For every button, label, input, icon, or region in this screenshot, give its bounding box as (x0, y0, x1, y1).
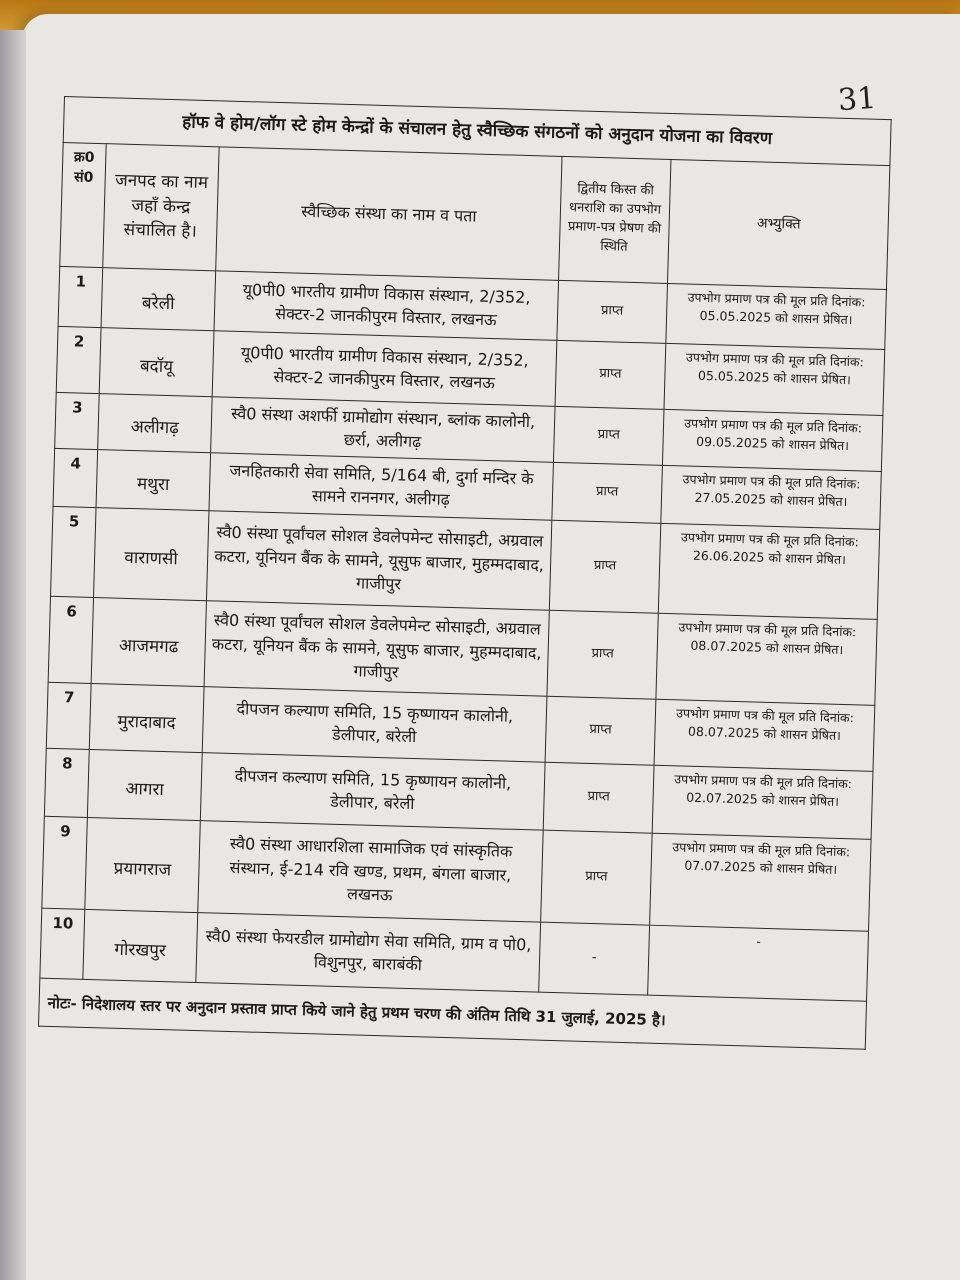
row-district: अलीगढ़ (130, 416, 180, 439)
row-district: आगरा (125, 778, 165, 800)
row-district: प्रयागराज (113, 858, 172, 881)
row-organization: स्वै0 संस्था पूर्वांचल सोशल डेवलेपमेन्ट सोसाइटी, अग्रवाल कटरा, यूनियन बैंक के सामने, यूसुफ बाजार, मुहम्मदाबाद, गाजीपुर (204, 600, 549, 696)
header-status: द्वितीय किस्त की धनराशि का उपभोग प्रमाण-पत्र प्रेषण की स्थिति (559, 156, 671, 283)
row-status: प्राप्त (549, 520, 660, 613)
row-status: प्राप्त (543, 762, 654, 833)
row-remark: उपभोग प्रमाण पत्र की मूल प्रति दिनांक: 05.05.2025 को शासन प्रेषित। (664, 343, 885, 415)
document-sheet (38, 96, 892, 1050)
row-remark: उपभोग प्रमाण पत्र की मूल प्रति दिनांक: 02.07.2025 को शासन प्रेषित। (652, 765, 873, 839)
row-status: प्राप्त (553, 406, 664, 465)
page-number: 31 (836, 80, 878, 119)
row-sn: 1 (58, 266, 103, 327)
row-organization: दीपजन कल्याण समिति, 15 कृष्णायन कालोनी, डेलीपार, बरेली (202, 686, 547, 762)
row-organization: स्वै0 संस्था पूर्वांचल सोशल डेवलेपमेन्ट सोसाइटी, अग्रवाल कटरा, यूनियन बैंक के सामने, यूसुफ बाजार, मुहम्मदाबाद, गाजीपुर (206, 510, 551, 610)
row-sn: 7 (46, 682, 91, 749)
row-sn: 8 (44, 748, 89, 817)
row-sn: 9 (42, 816, 88, 909)
row-remark: उपभोग प्रमाण पत्र की मूल प्रति दिनांक: 05.05.2025 को शासन प्रेषित। (666, 283, 887, 349)
row-district: बरेली (141, 293, 175, 314)
row-remark: उपभोग प्रमाण पत्र की मूल प्रति दिनांक: 27.05.2025 को शासन प्रेषित। (661, 465, 882, 529)
header-district: जनपद का नाम जहाँ केन्द्र संचालित है। (103, 143, 219, 270)
row-district: आजमगढ (118, 635, 179, 658)
row-remark: उपभोग प्रमाण पत्र की मूल प्रति दिनांक: 08.07.2025 को शासन प्रेषित। (654, 699, 875, 771)
row-remark: उपभोग प्रमाण पत्र की मूल प्रति दिनांक: 08.07.2025 को शासन प्रेषित। (656, 613, 877, 705)
row-organization: दीपजन कल्याण समिति, 15 कृष्णायन कालोनी, डेलीपार, बरेली (200, 752, 545, 830)
footer-note: नोटः- निदेशालय स्तर पर अनुदान प्रस्ताव प्राप्त किये जाने हेतु प्रथम चरण की अंतिम तिथि 31 जुलाई, 2025 है। (39, 978, 867, 1050)
row-status: प्राप्त (547, 610, 658, 699)
row-district: गोरखपुर (114, 939, 167, 961)
row-district: बदॉयू (139, 356, 174, 377)
row-organization: यू0पी0 भारतीय ग्रामीण विकास संस्थान, 2/352, सेक्टर-2 जानकीपुरम विस्तार, लखनऊ (212, 330, 557, 406)
page-stack-edge (0, 30, 26, 1280)
row-organization: स्वै0 संस्था आधारशिला सामाजिक एवं सांस्कृतिक संस्थान, ई-214 रवि खण्ड, प्रथम, बंगला बाजार, लखनऊ (198, 820, 543, 922)
row-district: मुरादाबाद (117, 711, 176, 734)
row-district: मथुरा (136, 474, 170, 495)
row-organization: जनहितकारी सेवा समिति, 5/164 बी, दुर्गा मन्दिर के सामने राननगर, अलीगढ़ (209, 452, 553, 520)
row-remark: - (648, 925, 869, 1001)
row-remark: उपभोग प्रमाण पत्र की मूल प्रति दिनांक: 09.05.2025 को शासन प्रेषित। (662, 409, 882, 471)
header-organization: स्वैच्छिक संस्था का नाम व पता (216, 146, 562, 280)
row-remark: उपभोग प्रमाण पत्र की मूल प्रति दिनांक: 07.07.2025 को शासन प्रेषित। (650, 833, 871, 931)
row-sn: 4 (53, 448, 98, 507)
table-title: हॉफ वे होम/लॉग स्टे होम केन्द्रों के संचालन हेतु स्वैच्छिक संगठनों को अनुदान योजना का विवरण (63, 97, 891, 166)
header-sn: क्र0 सं0 (60, 142, 106, 267)
row-status: प्राप्त (552, 462, 663, 523)
row-sn: 10 (40, 908, 85, 979)
row-sn: 5 (51, 506, 96, 597)
row-sn: 2 (56, 326, 101, 393)
header-row (60, 142, 890, 289)
row-district: वाराणसी (124, 547, 179, 570)
row-organization: यू0पी0 भारतीय ग्रामीण विकास संस्थान, 2/352, सेक्टर-2 जानकीपुरम विस्तार, लखनऊ (214, 270, 559, 340)
row-sn: 3 (55, 392, 100, 449)
grant-table (38, 96, 892, 1050)
row-organization: स्वै0 संस्था फेयरडील ग्रामोद्योग सेवा समिति, ग्राम व पो0, विशुनपुर, बाराबंकी (196, 912, 541, 992)
row-status: प्राप्त (557, 280, 668, 343)
row-status: प्राप्त (555, 340, 666, 409)
row-remark: उपभोग प्रमाण पत्र की मूल प्रति दिनांक: 26.06.2025 को शासन प्रेषित। (658, 523, 879, 619)
header-remarks: अभ्युक्ति (668, 159, 890, 289)
row-status: - (539, 922, 650, 995)
row-status: प्राप्त (545, 696, 656, 765)
row-status: प्राप्त (541, 830, 653, 925)
row-sn: 6 (48, 596, 93, 683)
row-organization: स्वै0 संस्था अशर्फी ग्रामोद्योग संस्थान, ब्लांक कालोनी, छर्रा, अलीगढ़ (211, 396, 555, 462)
